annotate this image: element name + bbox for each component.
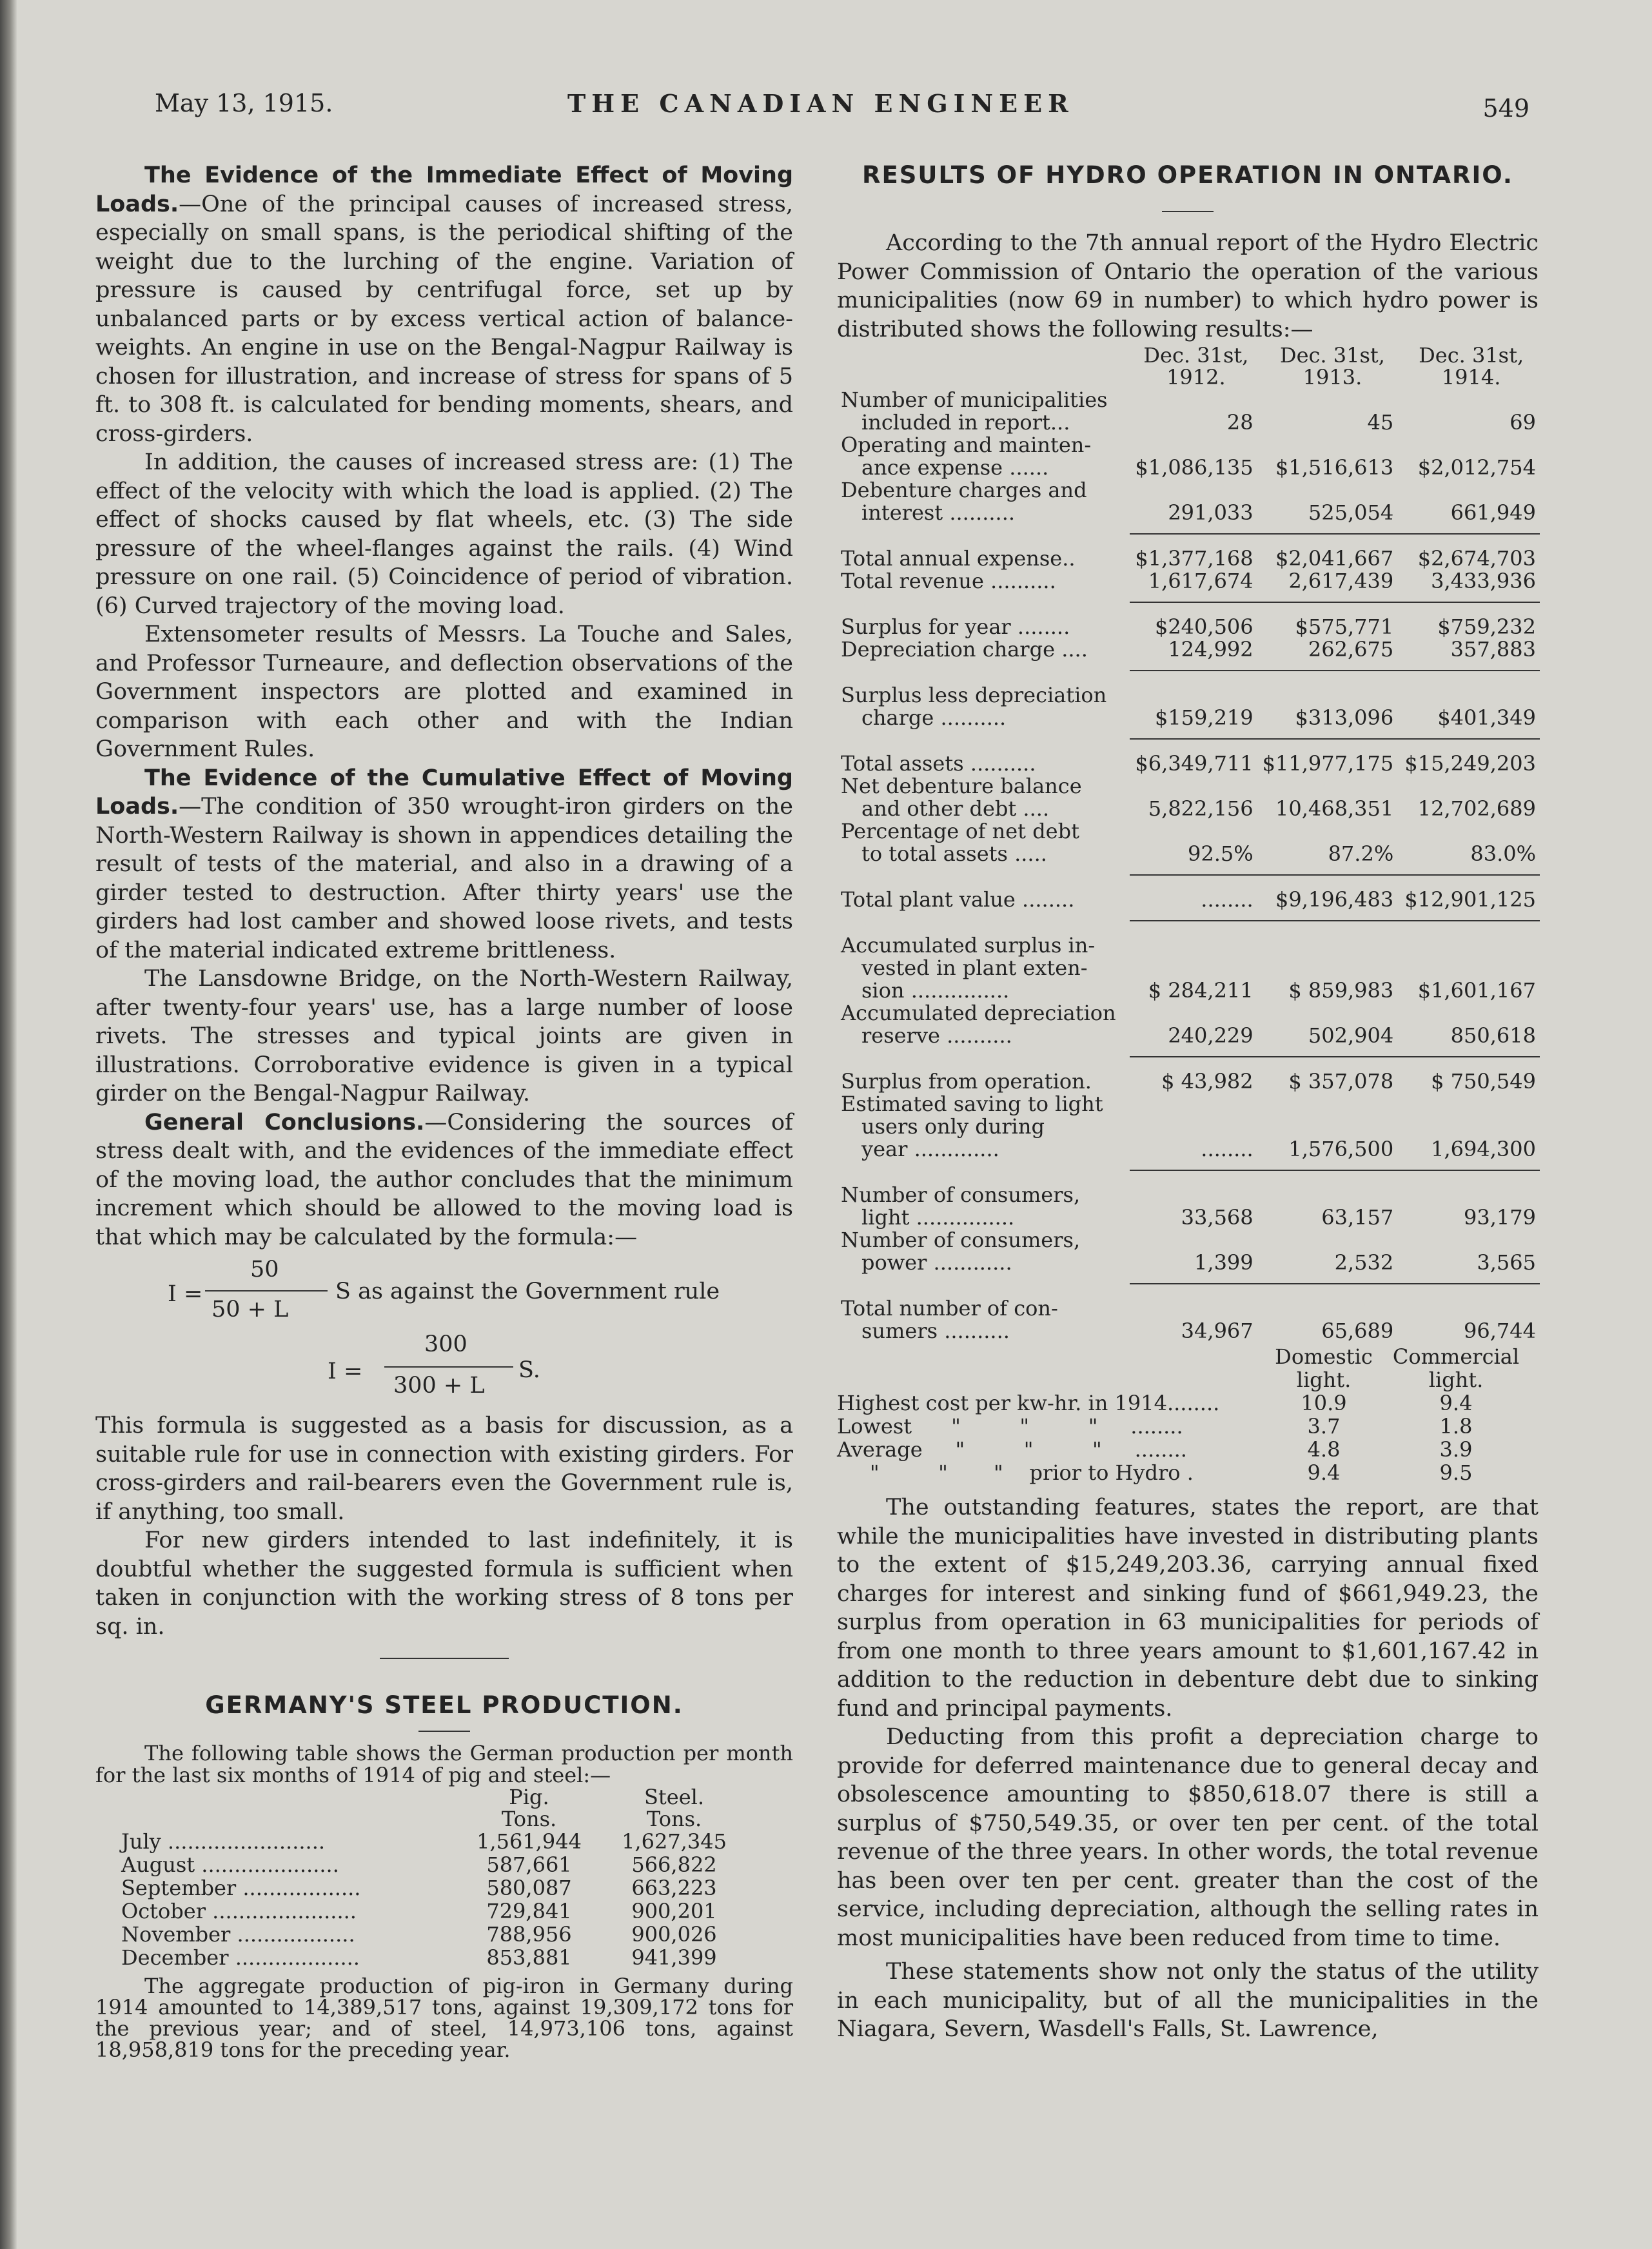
col-1913: Dec. 31st, 1913.: [1279, 343, 1385, 389]
value-1913: $11,977,175: [1262, 751, 1394, 776]
value-1914: $2,012,754: [1417, 455, 1536, 480]
row-label: Percentage of net debt: [841, 819, 1079, 843]
row-label: Number of consumers,: [841, 1228, 1081, 1252]
value-1912: $1,086,135: [1135, 455, 1254, 480]
hydro-table-row: [837, 457, 1540, 479]
paragraph-new-girders: For new girders intended to last indefinitely, it is doubtful whether the suggested formula is sufficient when taken in conjunction with the working stress of 8 tons per sq. in.: [95, 1527, 793, 1640]
value-1914: 357,883: [1450, 637, 1536, 662]
value-1914: 69: [1509, 410, 1536, 435]
germany-section-title: GERMANY'S STEEL PRODUCTION.: [205, 1691, 683, 1719]
row-label: Net debenture balance: [841, 774, 1082, 798]
steel-table-row: [121, 1876, 747, 1900]
value-1912: ........: [1201, 1137, 1254, 1161]
col-pig-unit: Tons.: [501, 1807, 557, 1831]
value-1912: $159,219: [1154, 705, 1254, 730]
col-pig: Pig.: [509, 1785, 549, 1809]
value-1912: 34,967: [1181, 1319, 1254, 1343]
commercial-value: 3.9: [1439, 1437, 1473, 1462]
section-divider: [380, 1658, 509, 1659]
paragraph-deducting-depreciation: Deducting from this profit a depreciation charge to provide for deferred maintenance due to general decay and obsolescence amounting to $850,618.07 there is still a surplus of $750,549.35, or over ten per cent. of the total revenue of the three years. In other words, the total revenue has been over ten per cent. greater than the cost of the service, including depreciation, although the selling rates in most municipalities have been reduced from time to time.: [837, 1724, 1539, 1951]
value-1913: 87.2%: [1328, 841, 1394, 866]
value-1914: $401,349: [1437, 705, 1536, 730]
formula-denominator: 300 + L: [393, 1373, 485, 1399]
col-steel-unit: Tons.: [646, 1807, 702, 1831]
hydro-table-row: [837, 1297, 1540, 1320]
commercial-value: 9.4: [1439, 1391, 1473, 1415]
row-label: light ...............: [861, 1205, 1015, 1230]
hydro-table-row: [837, 547, 1540, 570]
steel-table-row: [121, 1946, 747, 1969]
pig-tons: 1,561,944: [477, 1829, 582, 1854]
hydro-table-row: [837, 820, 1540, 843]
value-1914: 1,694,300: [1431, 1137, 1536, 1161]
steel-tons: 900,026: [631, 1922, 717, 1947]
value-1913: 262,675: [1308, 637, 1394, 662]
value-1913: $1,516,613: [1275, 455, 1394, 480]
value-1914: 3,565: [1477, 1250, 1536, 1275]
hydro-table-row: [837, 1138, 1540, 1161]
value-1913: 2,617,439: [1288, 569, 1394, 593]
hydro-table-row: [837, 843, 1540, 865]
col-1912: Dec. 31st, 1912.: [1143, 343, 1249, 389]
value-1913: $9,196,483: [1275, 887, 1394, 912]
value-1914: $1,601,167: [1417, 978, 1536, 1003]
value-1912: 291,033: [1168, 500, 1254, 525]
germany-aggregate-paragraph: The aggregate production of pig-iron in Germany during 1914 amounted to 14,389,517 tons, against 19,309,172 tons for the previous year; and of steel, 14,973,106 tons, against 18,958,819 tons for the preceding year.: [95, 1974, 793, 2062]
row-label: Total number of con-: [841, 1296, 1058, 1321]
hydro-table-row: [837, 1184, 1540, 1206]
hydro-table-row: [837, 775, 1540, 798]
title-rule: [1162, 211, 1214, 212]
pig-tons: 729,841: [486, 1899, 572, 1923]
row-label: vested in plant exten-: [861, 956, 1088, 980]
value-1914: 850,618: [1450, 1023, 1536, 1048]
steel-tons: 566,822: [631, 1852, 717, 1877]
rule-row: [837, 1047, 1540, 1057]
value-1912: $6,349,711: [1135, 751, 1254, 776]
rule-row: [837, 1161, 1540, 1170]
rule-row: [837, 1274, 1540, 1284]
value-1914: 3,433,936: [1431, 569, 1536, 593]
value-1914: $ 750,549: [1431, 1069, 1536, 1094]
value-1913: 525,054: [1308, 500, 1394, 525]
row-label: interest ..........: [861, 500, 1016, 525]
value-1913: 502,904: [1308, 1023, 1394, 1048]
value-1912: $ 43,982: [1161, 1069, 1254, 1094]
row-label: ance expense ......: [861, 455, 1049, 480]
row-label: included in report...: [861, 410, 1070, 435]
cost-label: " " " prior to Hydro .: [837, 1460, 1194, 1485]
hydro-table-row: [837, 684, 1540, 707]
hydro-table-row: [837, 479, 1540, 502]
spacer-row: [837, 1170, 1540, 1184]
value-1914: 12,702,689: [1417, 796, 1536, 821]
steel-table-row: [121, 1853, 747, 1876]
spacer-row: [837, 671, 1540, 684]
cost-label: Lowest " " " ........: [837, 1414, 1183, 1439]
rule-row: [837, 524, 1540, 534]
page-header: [155, 89, 1529, 128]
cost-row: [837, 1391, 1527, 1415]
spacer-row: [837, 1284, 1540, 1297]
value-1912: 240,229: [1168, 1023, 1254, 1048]
steel-table-row: [121, 1830, 747, 1853]
left-column: [95, 161, 793, 2061]
pig-tons: 788,956: [486, 1922, 572, 1947]
row-label: Number of consumers,: [841, 1183, 1081, 1207]
hydro-table-row: [837, 1206, 1540, 1229]
steel-tons: 900,201: [631, 1899, 717, 1923]
row-label: Total plant value ........: [841, 887, 1075, 912]
hydro-table-row: [837, 502, 1540, 524]
paragraph-outstanding-features: The outstanding features, states the report, are that while the municipalities have invested in distributing plants to the extent of $15,249,203.36, carrying annual fixed charges for interest and sinking fund of $661,949.23, the surplus from operation in 63 municipalities for periods of from one month to three years amount to $1,601,167.42 in addition to the reduction in debenture debt due to sinking fund and principal payments.: [837, 1495, 1539, 1722]
month-label: August .....................: [121, 1852, 339, 1877]
hydro-table-row: [837, 1070, 1540, 1093]
month-label: September ..................: [121, 1876, 361, 1900]
value-1913: 10,468,351: [1275, 796, 1394, 821]
spacer-row: [837, 921, 1540, 934]
formula-lhs: I =: [168, 1281, 203, 1307]
row-label: Total revenue ..........: [841, 569, 1056, 593]
paragraph-general-conclusions: General Conclusions.—Considering the sources of stress dealt with, and the evidences of the immediate effect of the moving load, the author concludes that the minimum increment which should be allowed to the moving load is that which may be calculated by the formula:—: [95, 1109, 794, 1250]
row-label: Operating and mainten-: [841, 433, 1092, 457]
formula-denominator: 50 + L: [211, 1297, 289, 1322]
run-in-heading: The Evidence of the Cumulative Effect of Moving Loads.: [95, 765, 793, 820]
hydro-table-row: [837, 1229, 1540, 1252]
steel-tons: 663,223: [631, 1876, 717, 1900]
spacer-row: [837, 1057, 1540, 1070]
row-label: Surplus from operation.: [841, 1069, 1092, 1094]
hydro-table-row: [837, 1252, 1540, 1274]
value-1912: $1,377,168: [1135, 546, 1254, 571]
row-label: Surplus less depreciation: [841, 683, 1107, 707]
paragraph-statements: These statements show not only the status of the utility in each municipality, but of all the municipalities in the Niagara, Severn, Wasdell's Falls, St. Lawrence,: [837, 1959, 1539, 2042]
cost-label: Highest cost per kw-hr. in 1914........: [837, 1391, 1220, 1415]
fraction-bar: [384, 1366, 513, 1368]
paragraph-lansdowne-bridge: The Lansdowne Bridge, on the North-Western Railway, after twenty-four years' use, has a large number of loose rivets. The stresses and typical joints are given in illustrations. Corroborative evidence is given in a typical girder on the Bengal-Nagpur Railway.: [95, 966, 793, 1106]
paragraph-cumulative-effect: The Evidence of the Cumulative Effect of Moving Loads.—The condition of 350 wrought-iron girders on the North-Western Railway is shown in appendices detailing the result of tests of the material, and also in a drawing of a girder tested to destruction. After thirty years' use the girders had lost camber and showed loose rivets, and tests of the material indicated extreme brittleness.: [95, 765, 793, 963]
right-column: [837, 161, 1539, 2044]
title-rule: [418, 1731, 470, 1732]
pig-tons: 580,087: [486, 1876, 572, 1900]
cost-row: [837, 1415, 1527, 1438]
hydro-intro: According to the 7th annual report of the Hydro Electric Power Commission of Ontario the operation of the various municipalities (now 69 in number) to which hydro power is distributed shows the following results:—: [837, 230, 1539, 342]
value-1913: 65,689: [1321, 1319, 1394, 1343]
value-1914: $759,232: [1437, 614, 1536, 639]
value-1912: 1,617,674: [1148, 569, 1254, 593]
hydro-table-row: [837, 434, 1540, 457]
hydro-table-row: [837, 411, 1540, 434]
formula-numerator: 300: [424, 1331, 467, 1357]
value-1912: $ 284,211: [1148, 978, 1254, 1003]
formula-government-rule: [95, 1328, 793, 1411]
rule-row: [837, 729, 1540, 739]
row-label: Number of municipalities: [841, 388, 1108, 412]
row-label: Depreciation charge ....: [841, 637, 1088, 662]
hydro-table-row: [837, 1320, 1540, 1342]
value-1912: $240,506: [1154, 614, 1254, 639]
paragraph-causes: In addition, the causes of increased stress are: (1) The effect of the velocity with which the load is applied. (2) The effect of shocks caused by flat wheels, etc. (3) The side pressure of the wheel-flanges against the rails. (4) Wind pressure on one rail. (5) Coincidence of period of vibration. (6) Curved trajectory of the moving load.: [95, 449, 793, 619]
value-1914: 93,179: [1464, 1205, 1536, 1230]
month-label: November ..................: [121, 1922, 355, 1947]
hydro-table-row: [837, 707, 1540, 729]
hydro-table-row: [837, 1093, 1540, 1115]
paragraph-formula-suggestion: This formula is suggested as a basis for discussion, as a suitable rule for use in connection with existing girders. For cross-girders and rail-bearers even the Government rule is, if anything, too small.: [95, 1413, 793, 1525]
hydro-section-title: RESULTS OF HYDRO OPERATION IN ONTARIO.: [862, 161, 1513, 189]
issue-date: May 13, 1915.: [155, 89, 333, 117]
value-1914: 96,744: [1464, 1319, 1536, 1343]
row-label: Total assets ..........: [841, 751, 1036, 776]
spacer-row: [837, 602, 1540, 616]
hydro-table-row: [837, 798, 1540, 820]
value-1913: 1,576,500: [1288, 1137, 1394, 1161]
hydro-table-row: [837, 1115, 1540, 1138]
col-steel: Steel.: [644, 1785, 705, 1809]
steel-table-row: [121, 1923, 747, 1946]
row-label: users only during: [861, 1114, 1045, 1139]
value-1913: 63,157: [1321, 1205, 1394, 1230]
formula-rhs: S as against the Government rule: [335, 1279, 720, 1304]
value-1913: $ 357,078: [1288, 1069, 1394, 1094]
value-1914: $2,674,703: [1417, 546, 1536, 571]
rule-row: [837, 661, 1540, 671]
pig-tons: 587,661: [486, 1852, 572, 1877]
row-label: power ............: [861, 1250, 1012, 1275]
hydro-table-row: [837, 570, 1540, 593]
month-label: October ......................: [121, 1899, 357, 1923]
pig-tons: 853,881: [486, 1945, 572, 1970]
row-label: reserve ..........: [861, 1023, 1012, 1048]
rule-row: [837, 865, 1540, 875]
domestic-value: 3.7: [1307, 1414, 1341, 1439]
month-label: December ...................: [121, 1945, 360, 1970]
value-1912: 1,399: [1194, 1250, 1254, 1275]
col-1914: Dec. 31st, 1914.: [1419, 343, 1524, 389]
cost-row: [837, 1438, 1527, 1461]
formula-rhs: S.: [518, 1357, 540, 1383]
value-1912: 124,992: [1168, 637, 1254, 662]
value-1912: ........: [1201, 887, 1254, 912]
hydro-table-row: [837, 1025, 1540, 1047]
formula-proposed: [95, 1252, 793, 1328]
steel-production-table: [121, 1786, 747, 1969]
value-1913: 45: [1367, 410, 1394, 435]
paragraph-extensometer: Extensometer results of Messrs. La Touche and Sales, and Professor Turneaure, and deflection observations of the Government inspectors are plotted and examined in comparison with each other and with the Indian Government Rules.: [95, 622, 793, 762]
commercial-value: 9.5: [1439, 1460, 1473, 1485]
cost-per-kwhr-table: [837, 1345, 1527, 1484]
steel-tons: 941,399: [631, 1945, 717, 1970]
run-in-heading: The Evidence of the Immediate Effect of Moving Loads.: [95, 162, 793, 217]
value-1912: 92.5%: [1187, 841, 1254, 866]
row-label: year .............: [861, 1137, 999, 1161]
spacer-row: [837, 534, 1540, 547]
cost-label: Average " " " ........: [837, 1437, 1187, 1462]
spacer-row: [837, 875, 1540, 889]
rule-row: [837, 911, 1540, 921]
germany-intro: The following table shows the German production per month for the last six months of 1914 of pig and steel:—: [95, 1741, 793, 1787]
value-1913: 2,532: [1334, 1250, 1394, 1275]
value-1913: $2,041,667: [1275, 546, 1394, 571]
value-1914: $15,249,203: [1404, 751, 1536, 776]
hydro-table-row: [837, 979, 1540, 1002]
value-1913: $ 859,983: [1288, 978, 1394, 1003]
hydro-table-row: [837, 934, 1540, 957]
row-label: Estimated saving to light: [841, 1092, 1103, 1116]
domestic-value: 9.4: [1307, 1460, 1341, 1485]
spacer-row: [837, 739, 1540, 752]
formula-lhs: I =: [328, 1359, 363, 1384]
commercial-value: 1.8: [1439, 1414, 1473, 1439]
value-1914: 83.0%: [1470, 841, 1536, 866]
row-label: Accumulated depreciation: [841, 1001, 1116, 1025]
row-label: charge ..........: [861, 705, 1007, 730]
steel-table-row: [121, 1900, 747, 1923]
hydro-table-row: [837, 889, 1540, 911]
domestic-value: 10.9: [1301, 1391, 1347, 1415]
month-label: July ........................: [121, 1829, 326, 1854]
domestic-value: 4.8: [1307, 1437, 1341, 1462]
hydro-table-row: [837, 1002, 1540, 1025]
value-1913: $313,096: [1295, 705, 1394, 730]
value-1912: 28: [1226, 410, 1254, 435]
value-1914: $12,901,125: [1404, 887, 1536, 912]
value-1912: 5,822,156: [1148, 796, 1254, 821]
row-label: sion ...............: [861, 978, 1010, 1003]
steel-tons: 1,627,345: [622, 1829, 727, 1854]
hydro-table-row: [837, 389, 1540, 411]
page-number: 549: [1482, 94, 1529, 123]
value-1912: 33,568: [1181, 1205, 1254, 1230]
row-label: and other debt ....: [861, 796, 1050, 821]
hydro-table-row: [837, 638, 1540, 661]
col-commercial-light: Commercial light.: [1392, 1344, 1520, 1392]
rule-row: [837, 593, 1540, 602]
cost-row: [837, 1461, 1527, 1484]
hydro-table-row: [837, 752, 1540, 775]
col-domestic-light: Domestic light.: [1275, 1344, 1373, 1392]
journal-title: THE CANADIAN ENGINEER: [567, 89, 1074, 118]
value-1914: 661,949: [1450, 500, 1536, 525]
row-label: Accumulated surplus in-: [841, 933, 1096, 958]
hydro-table-row: [837, 957, 1540, 979]
row-label: Debenture charges and: [841, 478, 1087, 502]
paragraph-immediate-effect: The Evidence of the Immediate Effect of Moving Loads.—One of the principal causes of increased stress, especially on small spans, is the periodical shifting of the weight due to the lurching of the engine. Variation of pressure is caused by centrifugal force, set up by unbalanced parts or by excess vertical action of balance-weights. An engine in use on the Bengal-Nagpur Railway is chosen for illustration, and increase of stress for spans of 5 ft. to 308 ft. is calculated for bending moments, shears, and cross-girders.: [95, 162, 793, 447]
hydro-results-table: [837, 344, 1540, 1342]
row-label: Surplus for year ........: [841, 614, 1070, 639]
row-label: Total annual expense..: [841, 546, 1076, 571]
value-1913: $575,771: [1295, 614, 1394, 639]
book-spine-shadow: [0, 0, 17, 2249]
row-label: sumers ..........: [861, 1319, 1010, 1343]
run-in-heading: General Conclusions.: [144, 1109, 425, 1135]
hydro-table-row: [837, 616, 1540, 638]
fraction-bar: [205, 1290, 328, 1291]
formula-numerator: 50: [250, 1257, 279, 1282]
row-label: to total assets .....: [861, 841, 1047, 866]
